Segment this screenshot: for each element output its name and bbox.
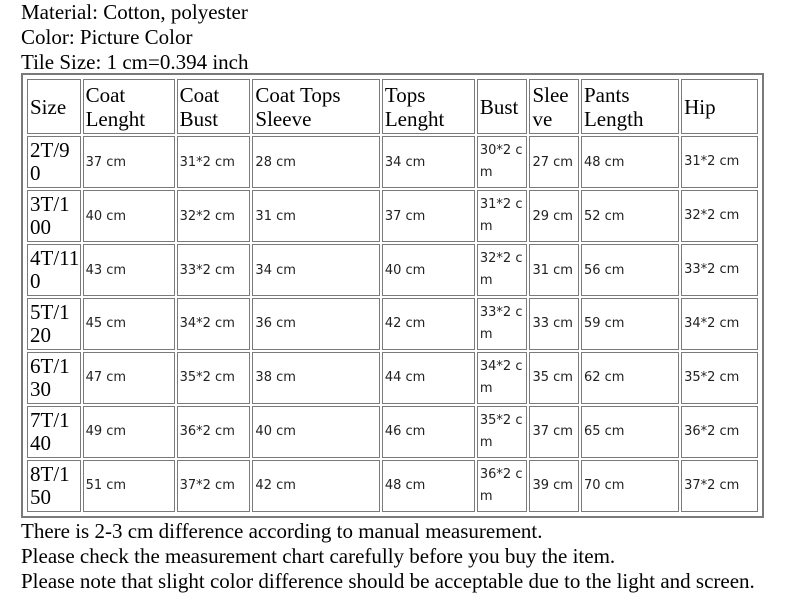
pants-length-cell: 52 cm	[581, 190, 679, 242]
note-color-difference: Please note that slight color difference should be acceptable due to the light and screen.	[21, 569, 755, 593]
header-coat-length: Coat Lenght	[83, 79, 175, 134]
tops-length-cell: 46 cm	[382, 406, 475, 458]
coat-bust-cell: 33*2 cm	[177, 244, 251, 296]
coat-bust-cell: 32*2 cm	[177, 190, 251, 242]
coat-length-cell: 37 cm	[83, 136, 175, 188]
coat-length-cell: 45 cm	[83, 298, 175, 350]
size-cell: 3T/100	[27, 190, 81, 242]
bust-cell: 33*2 cm	[477, 298, 528, 350]
tops-length-cell: 48 cm	[382, 460, 475, 512]
table-row	[27, 136, 758, 188]
pants-length-cell: 56 cm	[581, 244, 679, 296]
header-coat-bust: Coat Bust	[177, 79, 251, 134]
table-row	[27, 298, 758, 350]
coat-length-cell: 51 cm	[83, 460, 175, 512]
hip-cell: 31*2 cm	[681, 136, 758, 188]
tops-length-cell: 42 cm	[382, 298, 475, 350]
note-manual-measurement: There is 2-3 cm difference according to manual measurement.	[21, 519, 543, 543]
coat-tops-sleeve-cell: 31 cm	[252, 190, 379, 242]
size-cell: 7T/140	[27, 406, 81, 458]
coat-tops-sleeve-cell: 42 cm	[252, 460, 379, 512]
header-sleeve: Sleeve	[529, 79, 579, 134]
header-tops-length: Tops Lenght	[382, 79, 475, 134]
hip-cell: 32*2 cm	[681, 190, 758, 242]
size-cell: 6T/130	[27, 352, 81, 404]
sleeve-cell: 33 cm	[529, 298, 579, 350]
bust-cell: 32*2 cm	[477, 244, 528, 296]
bust-cell: 34*2 cm	[477, 352, 528, 404]
tile-size-line: Tile Size: 1 cm=0.394 inch	[21, 50, 249, 74]
table-row	[27, 460, 758, 512]
material-line: Material: Cotton, polyester	[21, 0, 248, 24]
pants-length-cell: 59 cm	[581, 298, 679, 350]
size-cell: 4T/110	[27, 244, 81, 296]
size-chart-frame	[21, 73, 764, 518]
coat-tops-sleeve-cell: 28 cm	[252, 136, 379, 188]
hip-cell: 36*2 cm	[681, 406, 758, 458]
header-row	[27, 79, 758, 134]
note-check-chart: Please check the measurement chart carefully before you buy the item.	[21, 544, 616, 568]
coat-tops-sleeve-cell: 38 cm	[252, 352, 379, 404]
bust-cell: 35*2 cm	[477, 406, 528, 458]
header-pants-length: Pants Length	[581, 79, 679, 134]
sleeve-cell: 27 cm	[529, 136, 579, 188]
size-cell: 8T/150	[27, 460, 81, 512]
coat-bust-cell: 31*2 cm	[177, 136, 251, 188]
coat-tops-sleeve-cell: 34 cm	[252, 244, 379, 296]
coat-tops-sleeve-cell: 36 cm	[252, 298, 379, 350]
bust-cell: 30*2 cm	[477, 136, 528, 188]
header-size: Size	[27, 79, 81, 134]
coat-length-cell: 47 cm	[83, 352, 175, 404]
color-line: Color: Picture Color	[21, 25, 193, 49]
tops-length-cell: 37 cm	[382, 190, 475, 242]
coat-length-cell: 49 cm	[83, 406, 175, 458]
sleeve-cell: 31 cm	[529, 244, 579, 296]
size-cell: 2T/90	[27, 136, 81, 188]
header-hip: Hip	[681, 79, 758, 134]
pants-length-cell: 62 cm	[581, 352, 679, 404]
table-row	[27, 406, 758, 458]
coat-tops-sleeve-cell: 40 cm	[252, 406, 379, 458]
table-row	[27, 352, 758, 404]
size-chart-table	[25, 77, 760, 514]
tops-length-cell: 44 cm	[382, 352, 475, 404]
sleeve-cell: 37 cm	[529, 406, 579, 458]
pants-length-cell: 70 cm	[581, 460, 679, 512]
coat-bust-cell: 36*2 cm	[177, 406, 251, 458]
pants-length-cell: 65 cm	[581, 406, 679, 458]
bust-cell: 31*2 cm	[477, 190, 528, 242]
coat-bust-cell: 35*2 cm	[177, 352, 251, 404]
hip-cell: 33*2 cm	[681, 244, 758, 296]
sleeve-cell: 29 cm	[529, 190, 579, 242]
bust-cell: 36*2 cm	[477, 460, 528, 512]
tops-length-cell: 40 cm	[382, 244, 475, 296]
tops-length-cell: 34 cm	[382, 136, 475, 188]
hip-cell: 35*2 cm	[681, 352, 758, 404]
coat-length-cell: 43 cm	[83, 244, 175, 296]
header-bust: Bust	[477, 79, 528, 134]
pants-length-cell: 48 cm	[581, 136, 679, 188]
hip-cell: 37*2 cm	[681, 460, 758, 512]
hip-cell: 34*2 cm	[681, 298, 758, 350]
table-row	[27, 244, 758, 296]
coat-bust-cell: 37*2 cm	[177, 460, 251, 512]
size-cell: 5T/120	[27, 298, 81, 350]
sleeve-cell: 39 cm	[529, 460, 579, 512]
coat-length-cell: 40 cm	[83, 190, 175, 242]
sleeve-cell: 35 cm	[529, 352, 579, 404]
header-coat-tops-sleeve: Coat Tops Sleeve	[252, 79, 379, 134]
coat-bust-cell: 34*2 cm	[177, 298, 251, 350]
table-row	[27, 190, 758, 242]
